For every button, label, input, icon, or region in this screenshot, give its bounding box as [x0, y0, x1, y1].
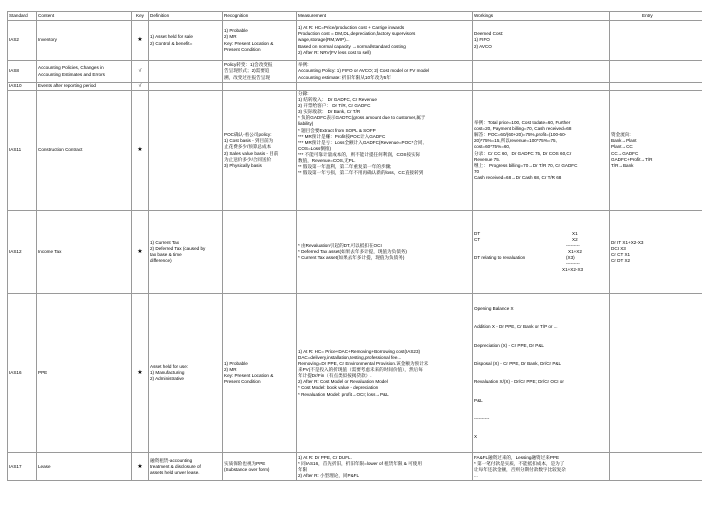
- definition-line: 2) Administrative: [150, 376, 221, 382]
- content-cell: Lease: [37, 453, 132, 481]
- workings-line: 分录：Cr CC 60，Dr GADFC 75, Dr COS 60,Cr: [474, 151, 608, 157]
- workings-cell: [473, 453, 610, 481]
- header-row: [8, 12, 702, 21]
- workings-line: 解答：POC=60/(60+20)=75%,profit=(100-60-: [474, 132, 608, 138]
- measurement-cell: [297, 91, 473, 211]
- entry-line: Cr DT X2: [611, 258, 702, 264]
- table-row: [8, 21, 702, 61]
- measurement-line: Based on normal capacity →normal/standard costing: [298, 44, 471, 50]
- measurement-line: DAC=delivery,installation,testing,professional fee...: [298, 355, 471, 361]
- measurement-line: * 题目会要Extract from SOPL & SOFP: [298, 128, 471, 134]
- definition-line: 1) Manufacturing: [150, 370, 221, 376]
- recognition-cell: [223, 21, 297, 61]
- recognition-cell: [223, 294, 297, 453]
- header-content: Content: [37, 12, 132, 21]
- recognition-cell: [223, 91, 297, 211]
- measurement-line: 2) After R: Cost Model or Revaluation Model: [298, 379, 471, 385]
- measurement-line: 2) 开票给客户： Dr T/R, Cr GADFC: [298, 103, 471, 109]
- definition-cell: [149, 453, 223, 481]
- measurement-line: 1) 结转收入： Dr GADFC, Cr Revenue: [298, 97, 471, 103]
- workings-value: X1: [572, 231, 578, 237]
- workings-line: 1) FIFO: [474, 37, 608, 43]
- workings-line: 70: [474, 169, 608, 175]
- measurement-line: Production cost = DM,DL,depreciation,factory supervisors: [298, 31, 471, 37]
- measurement-line: ** 假设第一年盈利，第二年重复第一年的步骤;: [298, 164, 471, 170]
- workings-line: 继上： Progress billing=70→Dr T/R 70, Cr GADFC: [474, 163, 608, 169]
- workings-line: X: [474, 434, 608, 440]
- definition-line: 2) Control & benefit=: [150, 41, 221, 47]
- definition-cell: [149, 294, 223, 453]
- definition-cell: [149, 21, 223, 61]
- definition-line: 融资租赁-accounting: [150, 458, 221, 464]
- measurement-line: *** MR预计是赚：Profit按POC计入GADFC: [298, 134, 471, 140]
- measurement-line: Accounting estimate: 折旧年限从10年改为5年: [298, 75, 471, 81]
- workings-line: Disposal (X) - Cr PPE, Dr Bank, Dr/Cr P&L: [474, 361, 608, 367]
- recognition-line: 溯，改变过往报告呈现: [224, 75, 295, 81]
- table-row: [8, 83, 702, 91]
- recognition-line: (Substance over form): [224, 467, 295, 473]
- workings-value: X2: [572, 237, 578, 243]
- key-check-icon: √: [132, 83, 149, 91]
- workings-label: DT: [474, 231, 480, 236]
- recognition-line: 2) MR: [224, 34, 295, 40]
- workings-line: Deemed Cost:: [474, 31, 608, 37]
- entry-line: 资金流向:: [611, 132, 702, 138]
- entry-cell: [610, 453, 702, 481]
- workings-line: 20)*75%=15,所以revenue=100*75%=75,: [474, 138, 608, 144]
- measurement-line: * Revaluation Model: profit→OCI; loss→P&L: [298, 392, 471, 398]
- recognition-line: 告呈现形式；2)需要追: [224, 68, 295, 74]
- workings-line: Opening Balance X: [474, 306, 608, 312]
- standard-cell: IAS17: [8, 453, 37, 481]
- recognition-line: 3) Physically basis: [224, 163, 295, 169]
- workings-label: DT relating to revaluation: [474, 255, 525, 260]
- recognition-line: 1) Cost basis - 到目前为: [224, 138, 295, 144]
- entry-line: Dr IT X1+X2-X3: [611, 240, 702, 246]
- standard-cell: IAS10: [8, 83, 37, 91]
- header-recognition: Recognition: [223, 12, 297, 21]
- workings-line: Addition X - Dr PPE, Cr Bank or T/P or ...: [474, 324, 608, 330]
- table-row: [8, 211, 702, 294]
- definition-line: 1) Asset held for sale: [150, 34, 221, 40]
- measurement-line: 数值，Revenue=COS,无PL.: [298, 158, 471, 164]
- standard-cell: IAS16: [8, 294, 37, 453]
- header-workings: Workings: [473, 12, 610, 21]
- recognition-line: 2) Sales value basis - 目前: [224, 151, 295, 157]
- entry-cell: [610, 21, 702, 61]
- definition-line: assets held unver lease.: [150, 470, 221, 476]
- definition-line: difference): [150, 258, 221, 264]
- standards-table: [7, 11, 702, 481]
- content-cell: Income Tax: [37, 211, 132, 294]
- recognition-cell: [223, 453, 297, 481]
- measurement-cell: [297, 453, 473, 481]
- definition-line: Asset held for use:: [150, 364, 221, 370]
- measurement-line: 1) At R: HC= Price+DAC+Removing+Borrowing cost(IAS23): [298, 349, 471, 355]
- entry-cell: [610, 294, 702, 453]
- measurement-line: * Deferred Tax asset(如果去年多计提，现值为负债务): [298, 249, 471, 255]
- measurement-cell: [297, 83, 473, 91]
- workings-cell: [473, 61, 610, 83]
- definition-cell: [149, 91, 223, 211]
- workings-line: cost=20, Payment billing=70, Cash received=68: [474, 126, 608, 132]
- entry-line: CC→GADFC: [611, 151, 702, 157]
- recognition-cell: [223, 83, 297, 91]
- key-star-icon: ★: [132, 294, 149, 453]
- measurement-line: 年计提Dr/Fin（有点类似按揭贷款）.: [298, 373, 471, 379]
- recognition-line: Policy转变：1)会改变报: [224, 62, 295, 68]
- measurement-line: 2) After R: 小型理论，同P&FL: [298, 473, 471, 479]
- standard-cell: IAS2: [8, 21, 37, 61]
- content-cell: Inventory: [37, 21, 132, 61]
- measurement-line: * Current Tax asset(如果去年多计提，现值为负债务): [298, 255, 471, 261]
- workings-line: cost=60*75%=60,: [474, 144, 608, 150]
- table-row: [8, 91, 702, 211]
- workings-divider: ---------: [474, 261, 608, 267]
- key-star-icon: ★: [132, 21, 149, 61]
- measurement-line: 年限: [298, 467, 471, 473]
- entry-cell: [610, 83, 702, 91]
- measurement-line: * Cost Model: book value - depreciation: [298, 385, 471, 391]
- entry-cell: [610, 91, 702, 211]
- workings-line: * 第一笔付款是实质，不能抵扣成本，是为了: [474, 461, 608, 467]
- entry-cell: [610, 211, 702, 294]
- content-cell: [37, 61, 132, 83]
- measurement-line: 2) After R: NRV(FV less cost to sell): [298, 50, 471, 56]
- workings-label: CT: [474, 237, 480, 242]
- workings-value: X1+X2: [474, 249, 608, 255]
- workings-line: 举例：Total price=100, Cost todate=60, Further: [474, 120, 608, 126]
- measurement-line: 3) 实际收款： Dr Bank, Cr T/R: [298, 109, 471, 115]
- measurement-cell: [297, 211, 473, 294]
- workings-cell: [473, 294, 610, 453]
- measurement-line: Removing=Dr PPE, Cr Environmental Provision.该金额为预计未: [298, 361, 471, 367]
- workings-line: Revenue 75.: [474, 157, 608, 163]
- definition-cell: [149, 211, 223, 294]
- entry-line: Bank→Plant: [611, 138, 702, 144]
- measurement-line: liability): [298, 121, 471, 127]
- standard-cell: IAS11: [8, 91, 37, 211]
- entry-line: Cr CT X1: [611, 252, 702, 258]
- recognition-cell: [223, 61, 297, 83]
- table-row: [8, 294, 702, 453]
- definition-cell: [149, 83, 223, 91]
- recognition-cell: [223, 211, 297, 294]
- workings-line: 2) AVCO: [474, 44, 608, 50]
- header-standard: Standard: [8, 12, 37, 21]
- measurement-line: * 负的GADFC表示GADTC(gross amount due to customer,属于: [298, 115, 471, 121]
- measurement-line: wage,storage(RM,WIP)...: [298, 37, 471, 43]
- recognition-line: Present Condition: [224, 47, 295, 53]
- recognition-line: 止花费多少/预算总成本: [224, 144, 295, 150]
- workings-line: Cash received=68→Dr Cash 68, Cr T/R 68: [474, 175, 608, 181]
- definition-line: 1) Current Tax: [150, 240, 221, 246]
- definition-line: treatment & disclosure of: [150, 464, 221, 470]
- entry-line: Plant→CC: [611, 144, 702, 150]
- measurement-line: * 由Revaluation引起的DT,可以抵扣在OCI: [298, 243, 471, 249]
- key-star-icon: ★: [132, 91, 149, 211]
- measurement-line: *** MR预计是亏：Loss全额计入GADFC(Revenue=POC*合同,: [298, 140, 471, 146]
- standard-cell: IAS12: [8, 211, 37, 294]
- workings-divider: ----------: [474, 416, 608, 422]
- recognition-line: 为止送价多少/合同送价: [224, 157, 295, 163]
- content-cell: Construction Contract: [37, 91, 132, 211]
- workings-cell: [473, 211, 610, 294]
- workings-value: X1+X2-X3: [474, 267, 608, 273]
- measurement-line: 1) At R: HC=Price/production cost + Carrige inwards: [298, 25, 471, 31]
- measurement-line: *** 不能可靠计量成本的，则不能计提任何利润，COS按实际: [298, 152, 471, 158]
- header-definition: Definition: [149, 12, 223, 21]
- recognition-line: Key: Present Location &: [224, 373, 295, 379]
- measurement-line: 举例:: [298, 62, 471, 68]
- recognition-line: 实质保险也视为PPE: [224, 461, 295, 467]
- key-check-icon: √: [132, 61, 149, 83]
- recognition-line: 1) Probable: [224, 361, 295, 367]
- recognition-line: Present Condition: [224, 379, 295, 385]
- entry-line: GADFC+Profit→T/R: [611, 157, 702, 163]
- table-row: [8, 61, 702, 83]
- workings-cell: [473, 91, 610, 211]
- recognition-line: 2) MR: [224, 367, 295, 373]
- workings-divider: ---------: [474, 243, 608, 249]
- workings-value: (X3): [566, 255, 575, 261]
- recognition-line: Key: Present Location &: [224, 41, 295, 47]
- definition-cell: [149, 61, 223, 83]
- header-key: Key: [132, 12, 149, 21]
- entry-line: T/R→Bank: [611, 163, 702, 169]
- key-star-icon: ★: [132, 211, 149, 294]
- content-cell: PPE: [37, 294, 132, 453]
- measurement-cell: [297, 294, 473, 453]
- measurement-line: 分錄:: [298, 91, 471, 97]
- entry-cell: [610, 61, 702, 83]
- measurement-line: 1) At R: Dr PPE, Cr DUFL.: [298, 455, 471, 461]
- workings-line: ...: [474, 473, 608, 479]
- measurement-line: ** 假设第一年亏损，第二年不用再确认新的loss，CC直接转到: [298, 170, 471, 176]
- measurement-line: 来PV(不是投入的折现值（需要考虑未来的时间价值），然后每: [298, 367, 471, 373]
- workings-line: 让每年还款金额，否则分期付款数字比较复杂: [474, 467, 608, 473]
- measurement-line: * 同IAS16，首先折旧，折旧年限=lower of 租赁年限 & 可使用: [298, 461, 471, 467]
- measurement-line: COS=Loss倒推): [298, 146, 471, 152]
- workings-line: Revaluation X/(X) - Dr/Cr PPE; Dr/Cr OCI or: [474, 379, 608, 385]
- definition-line: tax base & time: [150, 252, 221, 258]
- content-line: Accounting Policies, Changes in: [38, 65, 130, 71]
- content-cell: Events after reporting period: [37, 83, 132, 91]
- content-line: Accounting Estimates and Errors: [38, 72, 130, 78]
- recognition-line: POC确认-看公司policy:: [224, 132, 295, 138]
- table-row: [8, 453, 702, 481]
- workings-cell: [473, 21, 610, 61]
- header-entry: Entry: [610, 12, 702, 21]
- key-star-icon: ★: [132, 453, 149, 481]
- workings-line: FA&FL融资过来的，Lessing融资过来PPE: [474, 455, 608, 461]
- entry-line: DCI X3: [611, 246, 702, 252]
- standard-cell: IAS8: [8, 61, 37, 83]
- definition-line: 2) Deferred Tax (caused by: [150, 246, 221, 252]
- workings-line: Depreciation (X) - Cr PPE, Dr P&L: [474, 343, 608, 349]
- workings-line: P&L: [474, 398, 608, 404]
- measurement-cell: [297, 61, 473, 83]
- measurement-cell: [297, 21, 473, 61]
- workings-cell: [473, 83, 610, 91]
- recognition-line: 1) Probable: [224, 28, 295, 34]
- header-measurement: Measurement: [297, 12, 473, 21]
- measurement-line: Accounting Policy: 1) FIFO or AVCO; 2) Cost model or FV model: [298, 68, 471, 74]
